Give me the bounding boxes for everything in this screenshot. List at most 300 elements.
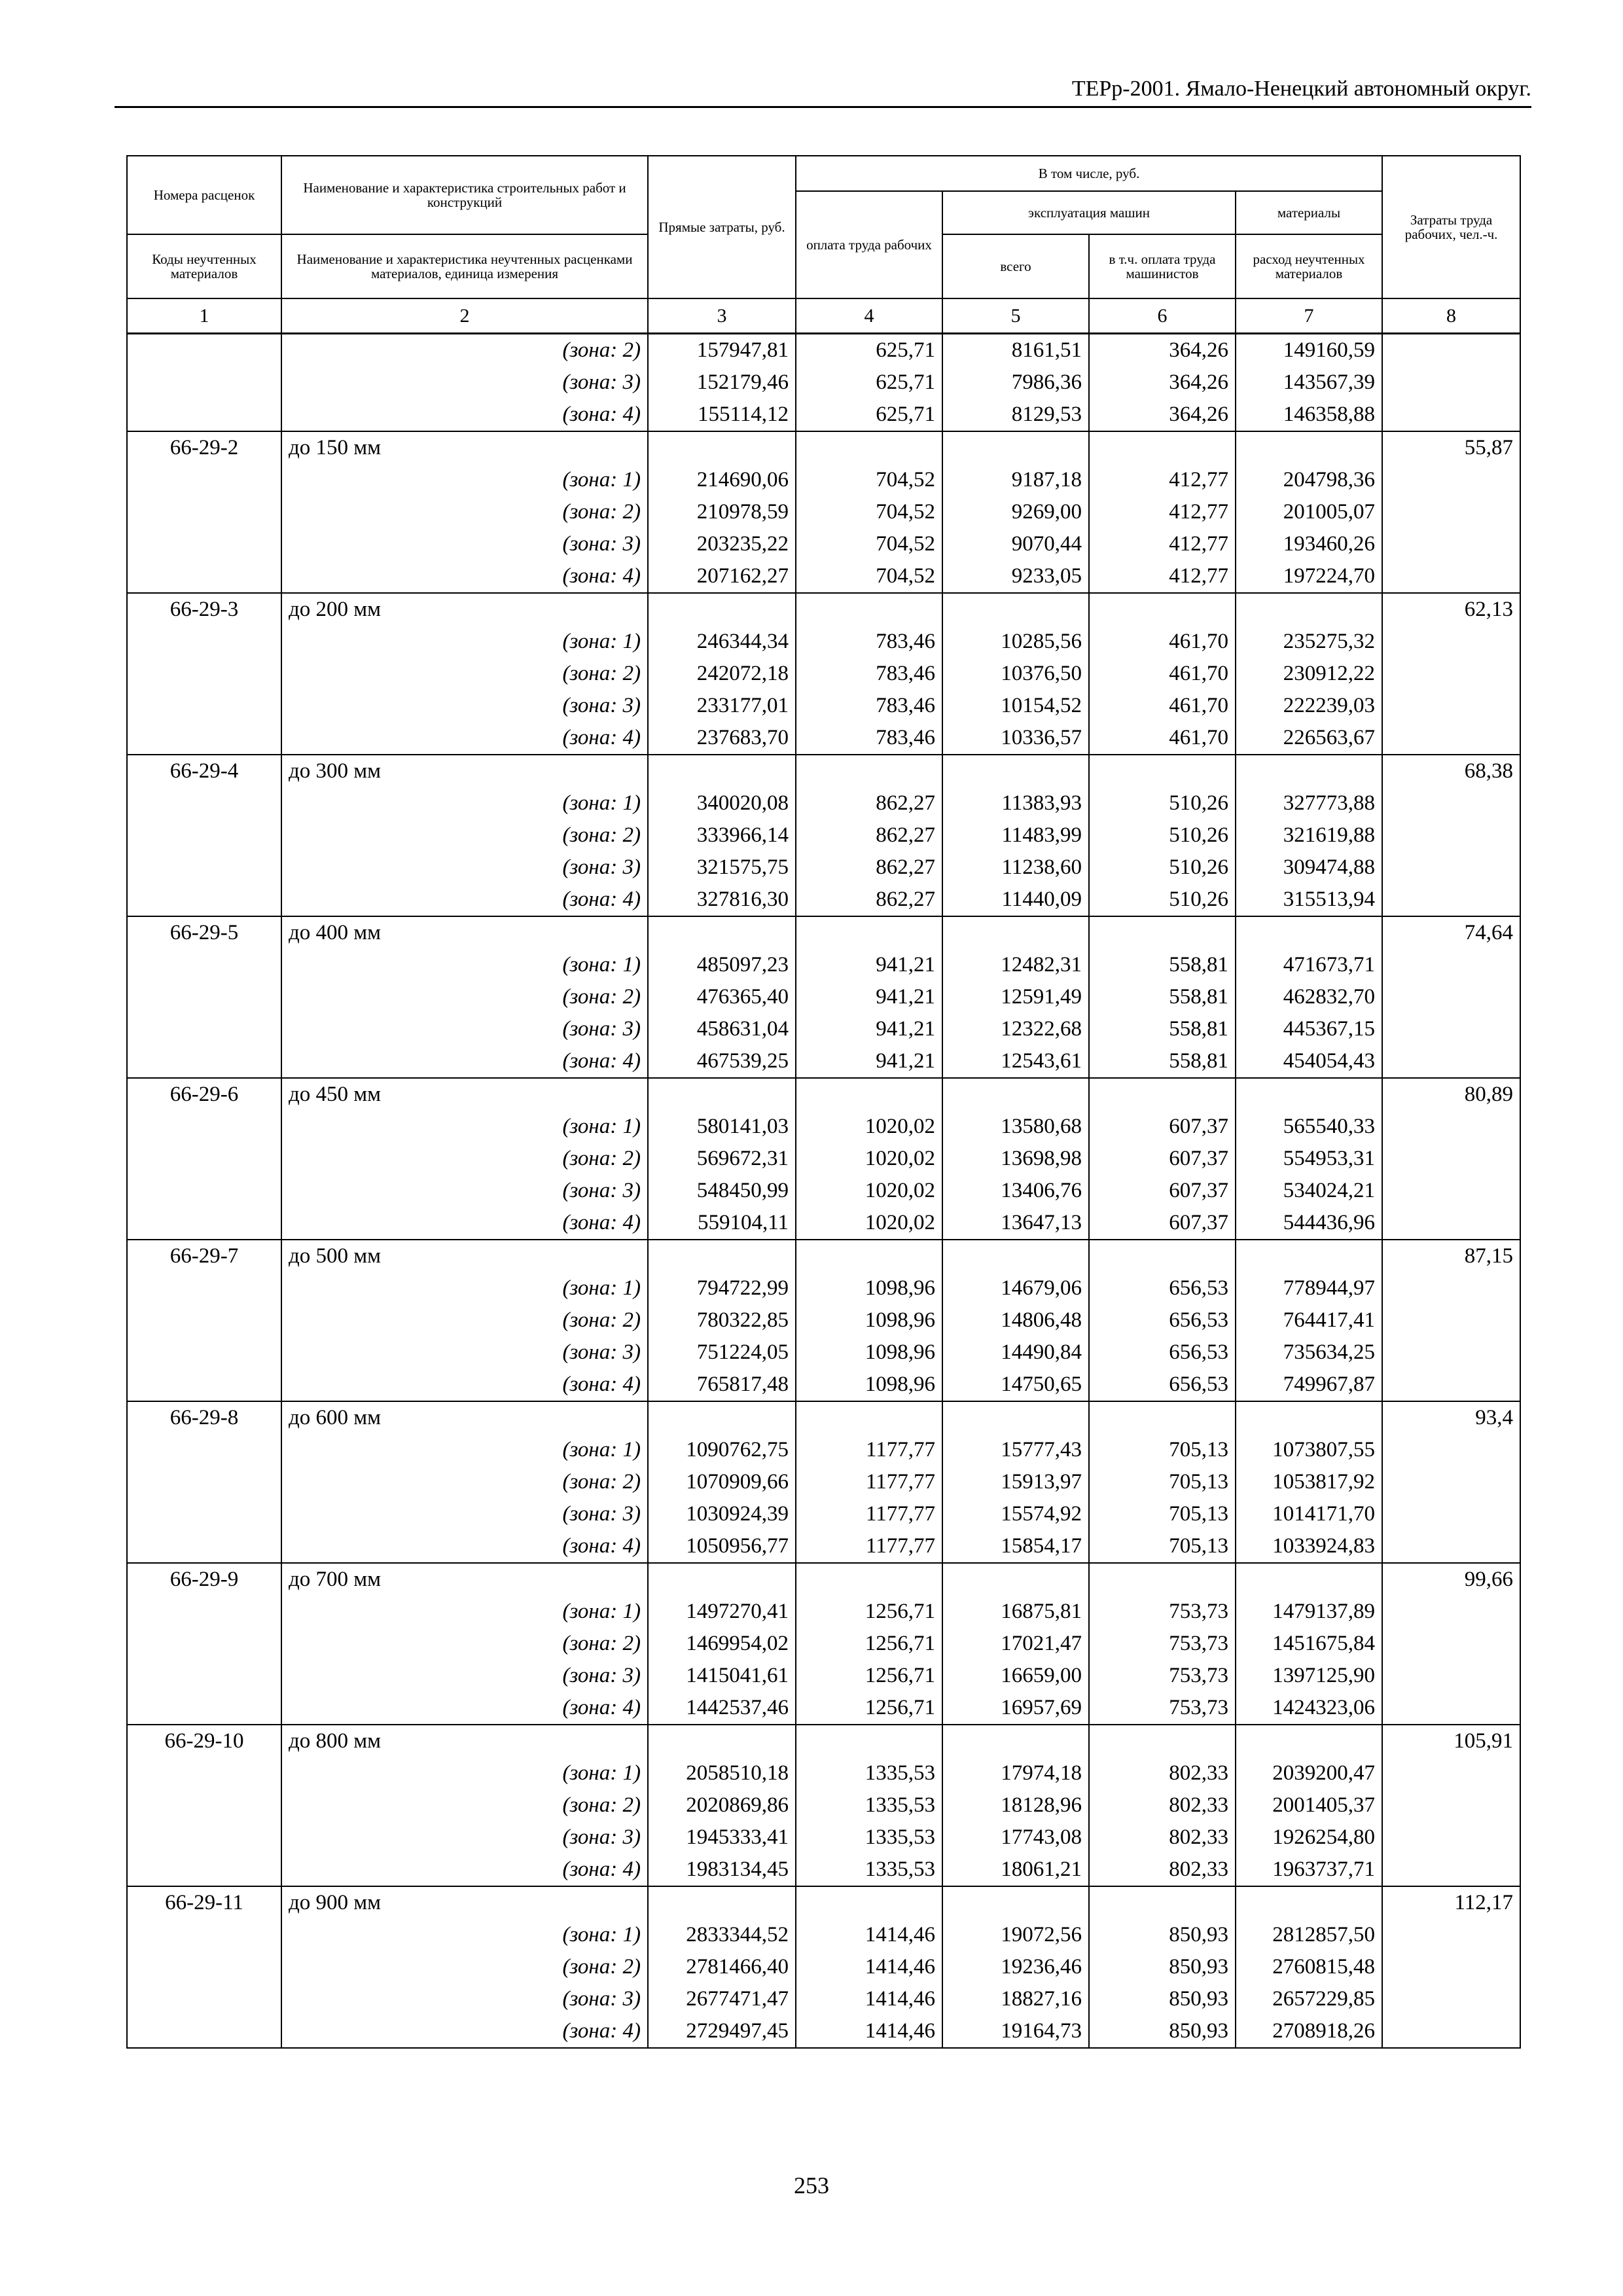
machine-operation-cell — [942, 431, 1089, 464]
zone-label-cell: (зона: 1) — [281, 626, 648, 658]
rate-code-cell: 66-29-3 — [127, 593, 281, 626]
zone-label-cell: (зона: 3) — [281, 1336, 648, 1369]
materials-cell: 149160,59 — [1236, 334, 1382, 367]
table-row — [127, 1596, 1520, 1628]
machinist-pay-cell: 802,33 — [1089, 1854, 1236, 1886]
machine-operation-cell: 18128,96 — [942, 1789, 1089, 1821]
rate-code-cell — [127, 1143, 281, 1175]
machine-operation-cell: 14750,65 — [942, 1369, 1089, 1401]
direct-costs-cell: 340020,08 — [648, 787, 796, 819]
machine-operation-cell — [942, 593, 1089, 626]
worker-pay-cell: 1414,46 — [796, 2015, 942, 2048]
materials-cell: 1479137,89 — [1236, 1596, 1382, 1628]
direct-costs-cell — [648, 431, 796, 464]
machinist-pay-cell: 850,93 — [1089, 2015, 1236, 2048]
direct-costs-cell: 1090762,75 — [648, 1434, 796, 1466]
worker-pay-cell: 1335,53 — [796, 1757, 942, 1789]
rate-code-cell — [127, 1757, 281, 1789]
machinist-pay-cell: 705,13 — [1089, 1498, 1236, 1530]
zone-label-cell: (зона: 4) — [281, 722, 648, 755]
rate-code-cell — [127, 1207, 281, 1240]
direct-costs-cell: 1030924,39 — [648, 1498, 796, 1530]
table-row — [127, 1078, 1520, 1111]
table-row — [127, 755, 1520, 787]
materials-cell: 1926254,80 — [1236, 1821, 1382, 1854]
rate-code-cell — [127, 1854, 281, 1886]
zone-label-cell: (зона: 1) — [281, 1272, 648, 1304]
materials-cell: 321619,88 — [1236, 819, 1382, 852]
materials-cell: 2708918,26 — [1236, 2015, 1382, 2048]
column-number: 1 — [127, 298, 281, 334]
rate-code-cell — [127, 1628, 281, 1660]
rate-code-cell: 66-29-9 — [127, 1563, 281, 1596]
direct-costs-cell: 467539,25 — [648, 1045, 796, 1078]
labor-costs-cell — [1382, 1821, 1520, 1854]
table-row — [127, 1951, 1520, 1983]
direct-costs-cell: 548450,99 — [648, 1175, 796, 1207]
table-row — [127, 981, 1520, 1013]
zone-label-cell: (зона: 3) — [281, 1013, 648, 1045]
worker-pay-cell: 1177,77 — [796, 1530, 942, 1563]
labor-costs-cell — [1382, 981, 1520, 1013]
materials-cell — [1236, 593, 1382, 626]
zone-label-cell: (зона: 4) — [281, 1369, 648, 1401]
work-name-cell: до 200 мм — [281, 593, 648, 626]
worker-pay-cell — [796, 916, 942, 949]
materials-cell: 554953,31 — [1236, 1143, 1382, 1175]
table-row — [127, 1821, 1520, 1854]
materials-cell — [1236, 755, 1382, 787]
table-row — [127, 1045, 1520, 1078]
materials-cell: 544436,96 — [1236, 1207, 1382, 1240]
materials-cell: 2812857,50 — [1236, 1919, 1382, 1951]
labor-costs-cell — [1382, 1757, 1520, 1789]
machinist-pay-cell: 412,77 — [1089, 464, 1236, 496]
table-header — [127, 156, 1520, 334]
worker-pay-cell — [796, 1240, 942, 1272]
materials-cell: 1424323,06 — [1236, 1692, 1382, 1725]
machine-operation-cell: 17021,47 — [942, 1628, 1089, 1660]
labor-costs-cell: 80,89 — [1382, 1078, 1520, 1111]
rate-code-cell — [127, 1272, 281, 1304]
column-number: 3 — [648, 298, 796, 334]
page-header — [115, 72, 1531, 108]
rate-code-cell — [127, 1304, 281, 1336]
labor-costs-cell — [1382, 1272, 1520, 1304]
table-row — [127, 1207, 1520, 1240]
materials-cell: 2001405,37 — [1236, 1789, 1382, 1821]
zone-label-cell: (зона: 1) — [281, 787, 648, 819]
header-machine-operation: эксплуатация машин — [942, 191, 1236, 234]
table-body — [127, 334, 1520, 2049]
machine-operation-cell — [942, 1240, 1089, 1272]
zone-label-cell: (зона: 2) — [281, 1628, 648, 1660]
table-row — [127, 819, 1520, 852]
labor-costs-cell — [1382, 1434, 1520, 1466]
direct-costs-cell: 1415041,61 — [648, 1660, 796, 1692]
rate-code-cell — [127, 949, 281, 981]
direct-costs-cell: 233177,01 — [648, 690, 796, 722]
work-name-cell: до 500 мм — [281, 1240, 648, 1272]
machine-operation-cell: 8129,53 — [942, 399, 1089, 431]
machinist-pay-cell: 364,26 — [1089, 399, 1236, 431]
direct-costs-cell: 333966,14 — [648, 819, 796, 852]
direct-costs-cell: 476365,40 — [648, 981, 796, 1013]
rate-code-cell — [127, 1369, 281, 1401]
worker-pay-cell: 1414,46 — [796, 1951, 942, 1983]
labor-costs-cell — [1382, 690, 1520, 722]
machinist-pay-cell: 364,26 — [1089, 367, 1236, 399]
rate-code-cell — [127, 496, 281, 528]
labor-costs-cell — [1382, 1175, 1520, 1207]
materials-cell — [1236, 1078, 1382, 1111]
table-row — [127, 560, 1520, 593]
zone-label-cell: (зона: 2) — [281, 1304, 648, 1336]
materials-cell: 454054,43 — [1236, 1045, 1382, 1078]
rate-code-cell — [127, 528, 281, 560]
machine-operation-cell: 11440,09 — [942, 884, 1089, 916]
labor-costs-cell — [1382, 1466, 1520, 1498]
worker-pay-cell: 1020,02 — [796, 1207, 942, 1240]
direct-costs-cell: 458631,04 — [648, 1013, 796, 1045]
machine-operation-cell: 18061,21 — [942, 1854, 1089, 1886]
table-row — [127, 1013, 1520, 1045]
worker-pay-cell: 625,71 — [796, 399, 942, 431]
rate-code-cell: 66-29-10 — [127, 1725, 281, 1757]
direct-costs-cell: 237683,70 — [648, 722, 796, 755]
zone-label-cell: (зона: 3) — [281, 1983, 648, 2015]
materials-cell: 309474,88 — [1236, 852, 1382, 884]
worker-pay-cell: 704,52 — [796, 464, 942, 496]
direct-costs-cell: 2729497,45 — [648, 2015, 796, 2048]
machinist-pay-cell: 461,70 — [1089, 626, 1236, 658]
column-number: 5 — [942, 298, 1089, 334]
labor-costs-cell — [1382, 464, 1520, 496]
direct-costs-cell: 765817,48 — [648, 1369, 796, 1401]
direct-costs-cell — [648, 1563, 796, 1596]
table-row — [127, 334, 1520, 367]
direct-costs-cell: 2833344,52 — [648, 1919, 796, 1951]
worker-pay-cell — [796, 593, 942, 626]
worker-pay-cell: 1020,02 — [796, 1143, 942, 1175]
worker-pay-cell: 1177,77 — [796, 1498, 942, 1530]
labor-costs-cell — [1382, 722, 1520, 755]
labor-costs-cell — [1382, 1304, 1520, 1336]
machinist-pay-cell: 412,77 — [1089, 496, 1236, 528]
direct-costs-cell: 1945333,41 — [648, 1821, 796, 1854]
rate-code-cell — [127, 1111, 281, 1143]
materials-cell — [1236, 431, 1382, 464]
materials-cell: 735634,25 — [1236, 1336, 1382, 1369]
header-worker-pay: оплата труда рабочих — [796, 191, 942, 298]
worker-pay-cell: 941,21 — [796, 949, 942, 981]
labor-costs-cell — [1382, 1983, 1520, 2015]
zone-label-cell: (зона: 2) — [281, 981, 648, 1013]
table-row — [127, 496, 1520, 528]
machinist-pay-cell: 656,53 — [1089, 1272, 1236, 1304]
zone-label-cell: (зона: 2) — [281, 1466, 648, 1498]
direct-costs-cell: 2020869,86 — [648, 1789, 796, 1821]
rate-code-cell: 66-29-2 — [127, 431, 281, 464]
zone-label-cell: (зона: 1) — [281, 1111, 648, 1143]
machine-operation-cell: 16659,00 — [942, 1660, 1089, 1692]
labor-costs-cell — [1382, 1628, 1520, 1660]
direct-costs-cell: 1050956,77 — [648, 1530, 796, 1563]
work-name-cell: до 150 мм — [281, 431, 648, 464]
rate-code-cell — [127, 690, 281, 722]
labor-costs-cell: 68,38 — [1382, 755, 1520, 787]
zone-label-cell: (зона: 3) — [281, 367, 648, 399]
zone-label-cell: (зона: 2) — [281, 496, 648, 528]
machinist-pay-cell — [1089, 431, 1236, 464]
labor-costs-cell: 87,15 — [1382, 1240, 1520, 1272]
worker-pay-cell: 941,21 — [796, 981, 942, 1013]
table-row — [127, 852, 1520, 884]
table-row — [127, 1143, 1520, 1175]
worker-pay-cell: 1256,71 — [796, 1596, 942, 1628]
rate-code-cell: 66-29-7 — [127, 1240, 281, 1272]
labor-costs-cell — [1382, 626, 1520, 658]
rate-code-cell — [127, 981, 281, 1013]
machinist-pay-cell — [1089, 755, 1236, 787]
machinist-pay-cell: 705,13 — [1089, 1530, 1236, 1563]
rate-code-cell: 66-29-11 — [127, 1886, 281, 1919]
zone-label-cell: (зона: 2) — [281, 1951, 648, 1983]
worker-pay-cell: 862,27 — [796, 787, 942, 819]
machinist-pay-cell: 850,93 — [1089, 1983, 1236, 2015]
materials-cell: 1053817,92 — [1236, 1466, 1382, 1498]
worker-pay-cell: 1020,02 — [796, 1111, 942, 1143]
direct-costs-cell — [648, 1886, 796, 1919]
rate-code-cell: 66-29-4 — [127, 755, 281, 787]
zone-label-cell: (зона: 3) — [281, 528, 648, 560]
machinist-pay-cell: 802,33 — [1089, 1821, 1236, 1854]
labor-costs-cell — [1382, 1013, 1520, 1045]
machinist-pay-cell: 753,73 — [1089, 1692, 1236, 1725]
machine-operation-cell: 16875,81 — [942, 1596, 1089, 1628]
worker-pay-cell: 1256,71 — [796, 1628, 942, 1660]
materials-cell: 315513,94 — [1236, 884, 1382, 916]
worker-pay-cell: 704,52 — [796, 560, 942, 593]
materials-cell — [1236, 1401, 1382, 1434]
direct-costs-cell: 1442537,46 — [648, 1692, 796, 1725]
direct-costs-cell: 321575,75 — [648, 852, 796, 884]
rate-code-cell — [127, 2015, 281, 2048]
table-row — [127, 1983, 1520, 2015]
rate-code-cell — [127, 884, 281, 916]
table-row — [127, 1692, 1520, 1725]
materials-cell: 2760815,48 — [1236, 1951, 1382, 1983]
zone-label-cell: (зона: 2) — [281, 658, 648, 690]
worker-pay-cell: 1098,96 — [796, 1336, 942, 1369]
table-row — [127, 949, 1520, 981]
rate-code-cell — [127, 1983, 281, 2015]
worker-pay-cell — [796, 755, 942, 787]
materials-cell: 226563,67 — [1236, 722, 1382, 755]
zone-label-cell: (зона: 2) — [281, 819, 648, 852]
rate-code-cell — [127, 1434, 281, 1466]
table-row — [127, 1854, 1520, 1886]
materials-cell: 1963737,71 — [1236, 1854, 1382, 1886]
direct-costs-cell: 580141,03 — [648, 1111, 796, 1143]
labor-costs-cell — [1382, 1143, 1520, 1175]
table-row — [127, 1530, 1520, 1563]
labor-costs-cell: 55,87 — [1382, 431, 1520, 464]
machine-operation-cell: 11383,93 — [942, 787, 1089, 819]
work-name-cell: до 400 мм — [281, 916, 648, 949]
materials-cell — [1236, 1563, 1382, 1596]
worker-pay-cell: 1335,53 — [796, 1789, 942, 1821]
materials-cell: 778944,97 — [1236, 1272, 1382, 1304]
direct-costs-cell: 157947,81 — [648, 334, 796, 367]
machine-operation-cell: 8161,51 — [942, 334, 1089, 367]
table-row — [127, 1401, 1520, 1434]
work-name-cell: до 900 мм — [281, 1886, 648, 1919]
labor-costs-cell — [1382, 560, 1520, 593]
labor-costs-cell — [1382, 2015, 1520, 2048]
labor-costs-cell — [1382, 1596, 1520, 1628]
zone-label-cell: (зона: 4) — [281, 2015, 648, 2048]
labor-costs-cell — [1382, 1854, 1520, 1886]
machine-operation-cell: 10154,52 — [942, 690, 1089, 722]
materials-cell: 222239,03 — [1236, 690, 1382, 722]
rate-code-cell — [127, 399, 281, 431]
rate-code-cell — [127, 1660, 281, 1692]
materials-cell: 2657229,85 — [1236, 1983, 1382, 2015]
labor-costs-cell — [1382, 884, 1520, 916]
header-materials-name: Наименование и характеристика неучтенных расценками материалов, единица измерения — [281, 234, 648, 298]
direct-costs-cell: 214690,06 — [648, 464, 796, 496]
machinist-pay-cell: 850,93 — [1089, 1919, 1236, 1951]
direct-costs-cell: 210978,59 — [648, 496, 796, 528]
machinist-pay-cell: 510,26 — [1089, 819, 1236, 852]
zone-label-cell: (зона: 4) — [281, 399, 648, 431]
worker-pay-cell — [796, 1725, 942, 1757]
materials-cell: 235275,32 — [1236, 626, 1382, 658]
materials-cell: 565540,33 — [1236, 1111, 1382, 1143]
direct-costs-cell: 1497270,41 — [648, 1596, 796, 1628]
rate-code-cell — [127, 787, 281, 819]
zone-label-cell: (зона: 1) — [281, 1596, 648, 1628]
worker-pay-cell — [796, 431, 942, 464]
materials-cell: 1451675,84 — [1236, 1628, 1382, 1660]
direct-costs-cell: 1983134,45 — [648, 1854, 796, 1886]
labor-costs-cell — [1382, 787, 1520, 819]
direct-costs-cell: 794722,99 — [648, 1272, 796, 1304]
zone-label-cell: (зона: 1) — [281, 1919, 648, 1951]
worker-pay-cell: 1335,53 — [796, 1821, 942, 1854]
direct-costs-cell: 155114,12 — [648, 399, 796, 431]
machinist-pay-cell: 510,26 — [1089, 852, 1236, 884]
table-row — [127, 1498, 1520, 1530]
labor-costs-cell — [1382, 334, 1520, 367]
materials-cell: 201005,07 — [1236, 496, 1382, 528]
machine-operation-cell: 17974,18 — [942, 1757, 1089, 1789]
zone-label-cell: (зона: 1) — [281, 464, 648, 496]
direct-costs-cell: 2781466,40 — [648, 1951, 796, 1983]
direct-costs-cell: 2677471,47 — [648, 1983, 796, 2015]
header-materials: материалы — [1236, 191, 1382, 234]
materials-cell: 445367,15 — [1236, 1013, 1382, 1045]
machinist-pay-cell: 705,13 — [1089, 1466, 1236, 1498]
zone-label-cell: (зона: 3) — [281, 1498, 648, 1530]
machinist-pay-cell: 412,77 — [1089, 560, 1236, 593]
machinist-pay-cell: 705,13 — [1089, 1434, 1236, 1466]
labor-costs-cell — [1382, 658, 1520, 690]
table-row — [127, 464, 1520, 496]
machine-operation-cell: 12322,68 — [942, 1013, 1089, 1045]
table-row — [127, 1725, 1520, 1757]
worker-pay-cell — [796, 1401, 942, 1434]
labor-costs-cell — [1382, 949, 1520, 981]
worker-pay-cell: 1098,96 — [796, 1369, 942, 1401]
direct-costs-cell: 246344,34 — [648, 626, 796, 658]
rate-code-cell — [127, 852, 281, 884]
rate-code-cell — [127, 1336, 281, 1369]
worker-pay-cell: 783,46 — [796, 626, 942, 658]
materials-cell: 2039200,47 — [1236, 1757, 1382, 1789]
column-number: 2 — [281, 298, 648, 334]
table-row — [127, 1757, 1520, 1789]
zone-label-cell: (зона: 4) — [281, 1207, 648, 1240]
machine-operation-cell: 10336,57 — [942, 722, 1089, 755]
materials-cell: 1014171,70 — [1236, 1498, 1382, 1530]
materials-cell: 1073807,55 — [1236, 1434, 1382, 1466]
table-row — [127, 1789, 1520, 1821]
rate-code-cell — [127, 464, 281, 496]
zone-label-cell: (зона: 4) — [281, 1854, 648, 1886]
table-row — [127, 2015, 1520, 2048]
machine-operation-cell — [942, 1725, 1089, 1757]
rate-code-cell: 66-29-6 — [127, 1078, 281, 1111]
header-machinist-pay: в т.ч. оплата труда машинистов — [1089, 234, 1236, 298]
worker-pay-cell: 1177,77 — [796, 1434, 942, 1466]
machinist-pay-cell: 510,26 — [1089, 787, 1236, 819]
machinist-pay-cell — [1089, 593, 1236, 626]
machine-operation-cell: 7986,36 — [942, 367, 1089, 399]
labor-costs-cell — [1382, 1498, 1520, 1530]
machine-operation-cell: 14490,84 — [942, 1336, 1089, 1369]
header-including: В том числе, руб. — [796, 156, 1382, 191]
worker-pay-cell: 1020,02 — [796, 1175, 942, 1207]
machine-operation-cell: 13647,13 — [942, 1207, 1089, 1240]
machine-operation-cell: 10285,56 — [942, 626, 1089, 658]
machine-operation-cell: 17743,08 — [942, 1821, 1089, 1854]
table-row — [127, 1369, 1520, 1401]
worker-pay-cell: 1098,96 — [796, 1272, 942, 1304]
zone-label-cell: (зона: 1) — [281, 1757, 648, 1789]
rate-code-cell — [127, 1951, 281, 1983]
worker-pay-cell: 1414,46 — [796, 1983, 942, 2015]
table-row — [127, 916, 1520, 949]
rate-code-cell — [127, 334, 281, 367]
table-row — [127, 787, 1520, 819]
table-row — [127, 690, 1520, 722]
labor-costs-cell — [1382, 852, 1520, 884]
work-name-cell: до 700 мм — [281, 1563, 648, 1596]
zone-label-cell: (зона: 3) — [281, 1175, 648, 1207]
machine-operation-cell: 14806,48 — [942, 1304, 1089, 1336]
worker-pay-cell: 1177,77 — [796, 1466, 942, 1498]
machine-operation-cell: 13406,76 — [942, 1175, 1089, 1207]
rate-code-cell — [127, 1045, 281, 1078]
table-row — [127, 1660, 1520, 1692]
rate-code-cell — [127, 1789, 281, 1821]
labor-costs-cell — [1382, 819, 1520, 852]
direct-costs-cell: 2058510,18 — [648, 1757, 796, 1789]
machine-operation-cell: 19236,46 — [942, 1951, 1089, 1983]
zone-label-cell: (зона: 4) — [281, 1045, 648, 1078]
